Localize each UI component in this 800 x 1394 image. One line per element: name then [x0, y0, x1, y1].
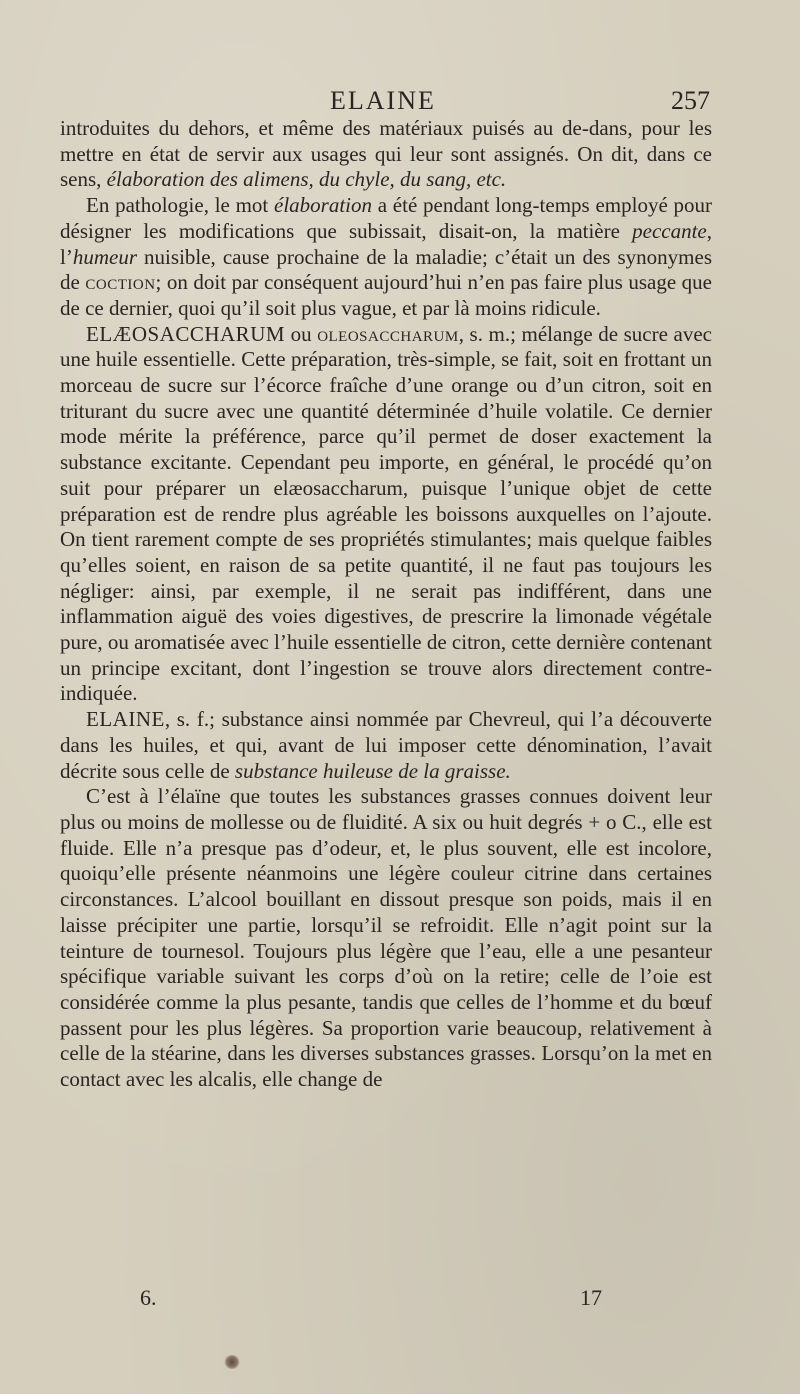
- body-text: [60, 116, 712, 1093]
- text-segment: introduites du dehors, et même des matériaux puisés au de-dans, pour les mettre en état de servir aux usages qui leur sont assignés. On dit, dans ce sens,: [60, 116, 712, 192]
- ink-stain: [224, 1355, 240, 1369]
- text-segment: , l’: [60, 218, 712, 269]
- text-segment: , s. f.; substance ainsi nommée par Chevreul, qui l’a découverte dans les huiles, et qui, avant de lui imposer cette dénomination, l’avait décrite sous celle de: [60, 707, 712, 783]
- signature-mark: 6.: [140, 1285, 157, 1310]
- text-segment: ELÆOSACCHARUM: [86, 321, 286, 346]
- page-number: 257: [671, 86, 710, 115]
- text-segment: peccante: [632, 218, 707, 243]
- paragraph-elaboration-definition-end: [60, 116, 712, 193]
- paragraph-elaboration-pathology: [60, 193, 712, 322]
- text-segment: nuisible, cause prochaine de la maladie; c’était un des synonymes de: [60, 244, 712, 295]
- text-segment: substance huileuse de la graisse.: [234, 758, 511, 783]
- text-segment: ELAINE: [86, 707, 165, 732]
- gathering-number: 17: [580, 1285, 602, 1310]
- text-segment: En pathologie, le mot: [86, 193, 274, 218]
- text-segment: ; on doit par conséquent aujourd’hui n’en pas faire plus usage que de ce dernier, quoi qu’il soit plus vague, et par là moins ridicule.: [60, 270, 712, 320]
- text-segment: , s. m.; mélange de sucre avec une huile essentielle. Cette préparation, très-simple, se fait, soit en frottant un morceau de sucre sur l’écorce fraîche d’une orange ou d’un citron, soit en triturant du sucre avec une quantité déterminée d’huile volatile. Ce dernier mode mérite la préférence, parce qu’il permet de doser exactement la substance excitante. Cependant peu importe, en général, le procédé qu’on suit pour préparer un elæosaccharum, puisque l’unique objet de cette préparation est de rendre plus agréable les boissons auxquelles on l’ajoute. On tient rarement compte de ses propriétés stimulantes; mais quelque faibles qu’elles soient, en raison de sa petite quantité, il ne faut pas toujours les négliger: ainsi, par exemple, il ne serait pas indifférent, dans une inflammation aiguë des voies digestives, de prescrire la limonade végétale pure, ou aromatisée avec l’huile essentielle de citron, cette dernière contenant un principe excitant, dont l’ingestion se trouve alors directement contre-indiquée.: [60, 321, 712, 706]
- paragraph-elaine-properties: [60, 784, 712, 1092]
- text-segment: C’est à l’élaïne que toutes les substances grasses connues doivent leur plus ou moins de mollesse ou de fluidité. A six ou huit degrés + o C., elle est fluide. Elle n’a presque pas d’odeur, et, le plus souvent, elle est incolore, quoiqu’elle présente néanmoins une légère couleur citrine dans certaines circonstances. L’alcool bouillant en dissout presque son poids, mais il en laisse précipiter une partie, lorsqu’il se refroidit. Elle n’agit point sur la teinture de tournesol. Toujours plus légère que l’eau, elle a une pesanteur spécifique variable suivant les corps d’où on la retire; celle de l’oie est considérée comme la plus pesante, tandis que celles de l’homme et du bœuf passent pour les plus légères. Sa proportion varie beaucoup, relativement à celle de la stéarine, dans les diverses substances grasses. Lorsqu’on la met en contact avec les alcalis, elle change de: [60, 784, 712, 1092]
- page-footer: [60, 1285, 712, 1315]
- paragraph-elaine-definition: [60, 707, 712, 784]
- text-segment: a été pendant long-temps employé pour désigner les modifications que subissait, disait-on, la matière: [60, 193, 712, 243]
- text-segment: ou: [285, 321, 318, 346]
- text-segment: élaboration des alimens, du chyle, du sang, etc.: [106, 167, 507, 192]
- running-head: ELAINE: [330, 86, 436, 115]
- text-segment: coction: [85, 270, 156, 295]
- text-segment: humeur: [72, 244, 137, 269]
- text-segment: élaboration: [274, 193, 372, 218]
- paragraph-elaeosaccharum: [60, 322, 712, 708]
- text-segment: oleosaccharum: [317, 321, 459, 346]
